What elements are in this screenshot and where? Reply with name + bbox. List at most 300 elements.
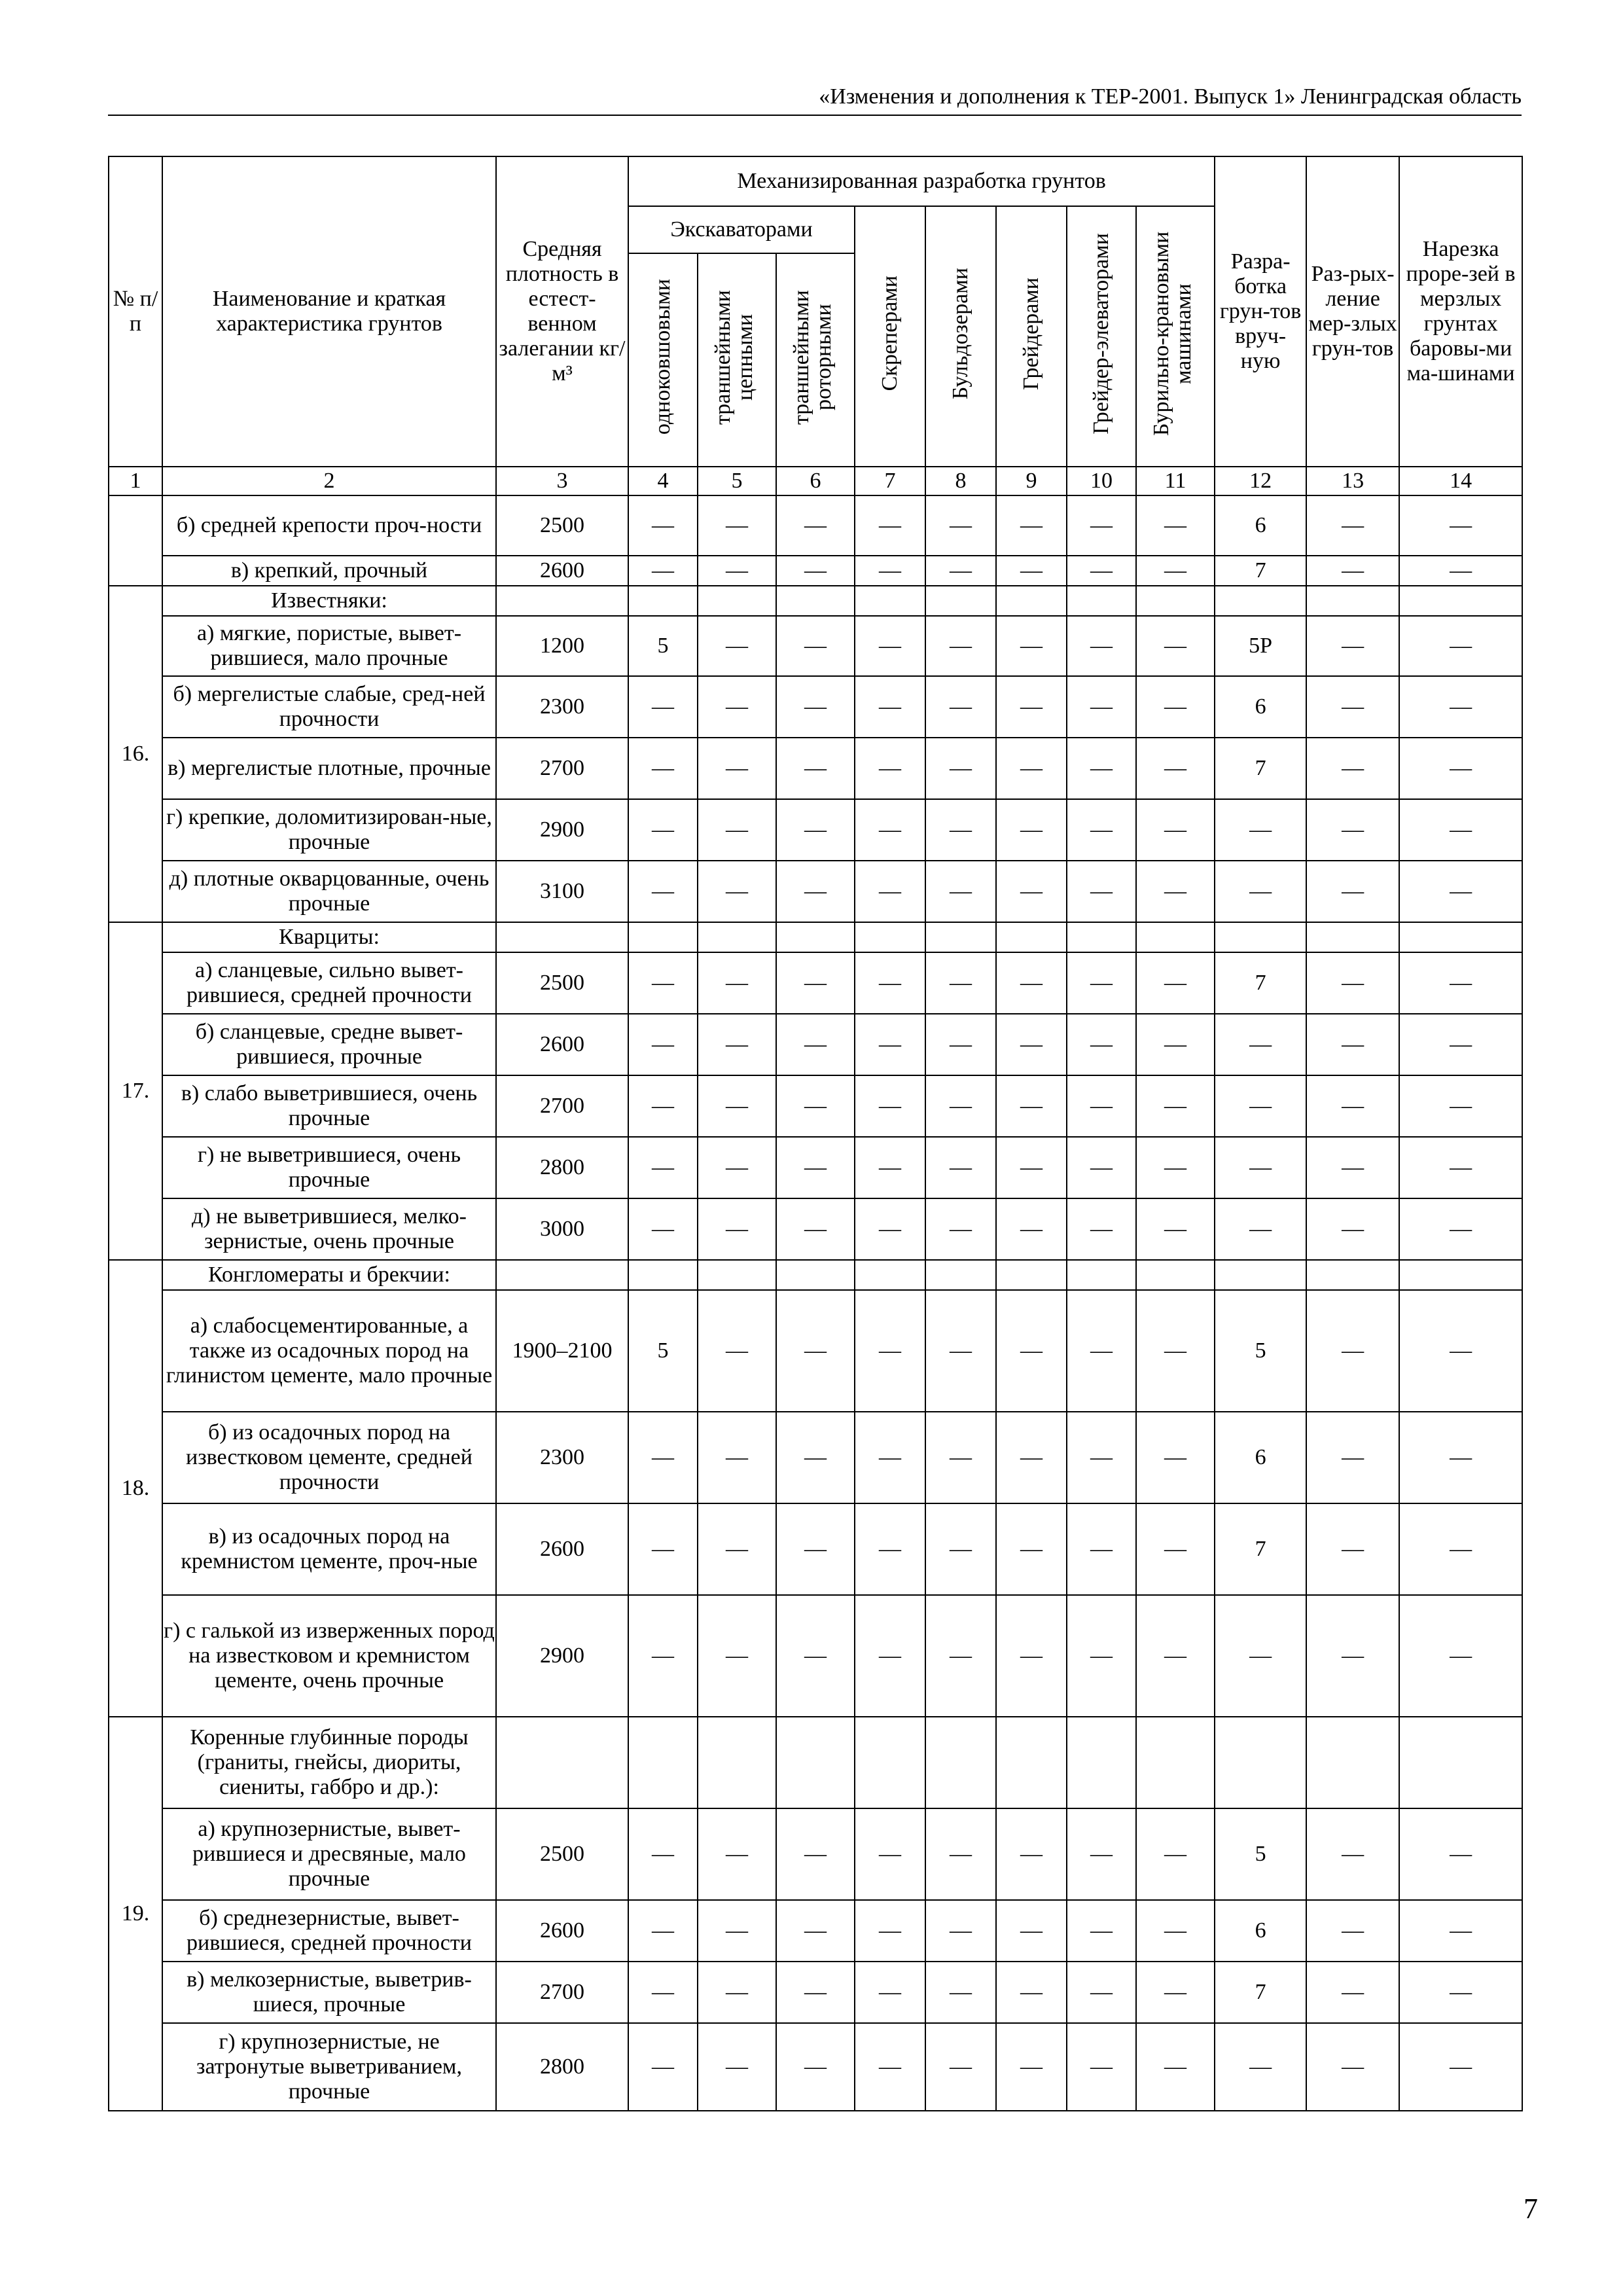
empty-cell [698, 1717, 776, 1808]
value-cell: — [996, 1900, 1067, 1962]
value-cell: — [776, 1808, 855, 1900]
value-cell: — [1306, 1075, 1399, 1137]
header-frozen-loosening: Раз-рых-ление мер-злых грун-тов [1306, 156, 1399, 467]
value-cell: — [996, 1198, 1067, 1260]
value-cell: — [925, 1412, 996, 1503]
value-cell: — [925, 1962, 996, 2023]
value-cell: — [1215, 799, 1306, 861]
empty-cell [1215, 1717, 1306, 1808]
value-cell: 5 [628, 616, 698, 676]
colnum: 8 [925, 467, 996, 495]
value-cell: — [1399, 2023, 1522, 2111]
soil-description: в) мелкозернистые, выветрив-шиеся, прочные [162, 1962, 496, 2023]
value-cell: — [996, 861, 1067, 922]
density-cell: 2900 [496, 799, 628, 861]
value-cell: — [698, 676, 776, 738]
value-cell: — [1399, 1014, 1522, 1075]
table-header [109, 156, 1522, 495]
colnum: 1 [109, 467, 162, 495]
soil-description: д) плотные окварцованные, очень прочные [162, 861, 496, 922]
value-cell: — [996, 1962, 1067, 2023]
value-cell: — [1399, 1198, 1522, 1260]
value-cell: — [628, 738, 698, 799]
value-cell: — [1136, 952, 1215, 1014]
group-row [109, 922, 1522, 952]
value-cell: — [925, 1290, 996, 1412]
value-cell: — [996, 1290, 1067, 1412]
row-number: 17. [109, 922, 162, 1260]
value-cell: 7 [1215, 556, 1306, 586]
empty-cell [628, 922, 698, 952]
value-cell: — [855, 676, 925, 738]
colnum: 3 [496, 467, 628, 495]
value-cell: — [698, 1900, 776, 1962]
colnum: 6 [776, 467, 855, 495]
value-cell: — [1136, 1595, 1215, 1717]
value-cell: — [1306, 556, 1399, 586]
value-cell: — [1136, 1014, 1215, 1075]
value-cell: 6 [1215, 1412, 1306, 1503]
colnum: 4 [628, 467, 698, 495]
empty-cell [698, 1260, 776, 1290]
value-cell: — [1399, 1808, 1522, 1900]
empty-cell [1399, 1260, 1522, 1290]
value-cell: — [776, 1595, 855, 1717]
value-cell: — [1136, 556, 1215, 586]
empty-cell [776, 922, 855, 952]
value-cell: — [1136, 738, 1215, 799]
value-cell: — [1136, 1198, 1215, 1260]
value-cell: — [925, 952, 996, 1014]
value-cell: — [776, 1137, 855, 1198]
value-cell: — [996, 556, 1067, 586]
density-cell: 2600 [496, 1014, 628, 1075]
header-excavator-single: одноковшовыми [628, 253, 698, 467]
header-excavator-chain: траншейными цепными [698, 253, 776, 467]
empty-cell [996, 922, 1067, 952]
value-cell: — [1136, 1808, 1215, 1900]
value-cell: — [1306, 952, 1399, 1014]
empty-cell [1067, 922, 1136, 952]
empty-cell [1067, 1717, 1136, 1808]
soil-description: б) сланцевые, средне вывет-рившиеся, прочные [162, 1014, 496, 1075]
table-row [109, 495, 1522, 556]
column-number-row [109, 467, 1522, 495]
value-cell: — [1399, 1290, 1522, 1412]
soil-description: в) слабо выветрившиеся, очень прочные [162, 1075, 496, 1137]
density-cell: 1900–2100 [496, 1290, 628, 1412]
empty-cell [1136, 586, 1215, 616]
value-cell: — [1306, 1198, 1399, 1260]
value-cell: — [1067, 2023, 1136, 2111]
value-cell: — [1399, 556, 1522, 586]
empty-cell [855, 1717, 925, 1808]
density-cell: 2800 [496, 1137, 628, 1198]
value-cell: — [1136, 1412, 1215, 1503]
value-cell: — [1067, 1137, 1136, 1198]
soil-description: в) крепкий, прочный [162, 556, 496, 586]
table-row [109, 799, 1522, 861]
value-cell: 5 [1215, 1808, 1306, 1900]
value-cell: — [1136, 2023, 1215, 2111]
value-cell: — [996, 799, 1067, 861]
value-cell: — [1067, 1595, 1136, 1717]
empty-cell [628, 1260, 698, 1290]
header-mechanized: Механизированная разработка грунтов [628, 156, 1215, 206]
value-cell: — [1136, 1075, 1215, 1137]
value-cell: — [698, 616, 776, 676]
value-cell: — [925, 495, 996, 556]
value-cell: — [776, 1900, 855, 1962]
value-cell: — [1306, 1962, 1399, 2023]
value-cell: — [855, 1595, 925, 1717]
value-cell: — [628, 1900, 698, 1962]
soil-description: б) мергелистые слабые, сред-ней прочности [162, 676, 496, 738]
value-cell: — [996, 952, 1067, 1014]
header-excavators: Экскаваторами [628, 206, 855, 253]
value-cell: — [1306, 1503, 1399, 1595]
density-cell: 2600 [496, 1503, 628, 1595]
empty-cell [1399, 922, 1522, 952]
value-cell: 7 [1215, 1503, 1306, 1595]
value-cell: — [1067, 1075, 1136, 1137]
value-cell: — [1067, 1198, 1136, 1260]
value-cell: — [698, 1503, 776, 1595]
value-cell: — [855, 1075, 925, 1137]
value-cell: — [698, 495, 776, 556]
value-cell: — [1136, 495, 1215, 556]
value-cell: — [855, 1503, 925, 1595]
value-cell: — [698, 1412, 776, 1503]
empty-cell [698, 586, 776, 616]
row-number [109, 495, 162, 586]
density-cell: 2700 [496, 1075, 628, 1137]
value-cell: — [1215, 1075, 1306, 1137]
value-cell: — [996, 616, 1067, 676]
empty-cell [996, 586, 1067, 616]
value-cell: — [1215, 1198, 1306, 1260]
value-cell: — [1399, 616, 1522, 676]
empty-cell [1136, 1717, 1215, 1808]
value-cell: — [1306, 495, 1399, 556]
soil-description: а) крупнозернистые, вывет-рившиеся и дресвяные, мало прочные [162, 1808, 496, 1900]
value-cell: — [996, 1808, 1067, 1900]
value-cell: — [1399, 738, 1522, 799]
value-cell: 7 [1215, 952, 1306, 1014]
value-cell: — [698, 1290, 776, 1412]
table-row [109, 1595, 1522, 1717]
table-row [109, 1962, 1522, 2023]
value-cell: — [1067, 676, 1136, 738]
table-row [109, 1808, 1522, 1900]
value-cell: — [1067, 1290, 1136, 1412]
empty-cell [776, 1717, 855, 1808]
value-cell: — [925, 1198, 996, 1260]
value-cell: — [776, 676, 855, 738]
empty-cell [925, 1717, 996, 1808]
density-cell: 2300 [496, 1412, 628, 1503]
header-rule [108, 115, 1522, 116]
empty-cell [1399, 586, 1522, 616]
value-cell: — [1399, 1503, 1522, 1595]
value-cell: — [1136, 861, 1215, 922]
header-drill-crane: Бурильно-крановыми машинами [1136, 206, 1215, 467]
value-cell: — [1136, 1137, 1215, 1198]
value-cell: — [996, 1595, 1067, 1717]
value-cell: — [1306, 799, 1399, 861]
value-cell: — [628, 799, 698, 861]
value-cell: — [776, 556, 855, 586]
soil-description: б) из осадочных пород на известковом цементе, средней прочности [162, 1412, 496, 1503]
value-cell: — [1067, 1900, 1136, 1962]
empty-cell [1136, 1260, 1215, 1290]
soil-description: б) средней крепости проч-ности [162, 495, 496, 556]
value-cell: — [628, 1198, 698, 1260]
value-cell: — [628, 1137, 698, 1198]
value-cell: — [1399, 952, 1522, 1014]
density-cell: 2700 [496, 1962, 628, 2023]
density-cell: 2300 [496, 676, 628, 738]
value-cell: — [1067, 616, 1136, 676]
soil-description: а) сланцевые, сильно вывет-рившиеся, средней прочности [162, 952, 496, 1014]
value-cell: 6 [1215, 1900, 1306, 1962]
empty-cell [1215, 1260, 1306, 1290]
value-cell: — [855, 952, 925, 1014]
value-cell: — [1306, 1290, 1399, 1412]
value-cell: — [698, 1075, 776, 1137]
empty-cell [925, 922, 996, 952]
value-cell: — [855, 1290, 925, 1412]
value-cell: — [1215, 861, 1306, 922]
empty-cell [1215, 922, 1306, 952]
value-cell: — [996, 1075, 1067, 1137]
value-cell: — [925, 676, 996, 738]
density-cell: 1200 [496, 616, 628, 676]
value-cell: — [1399, 1595, 1522, 1717]
empty-cell [1306, 1260, 1399, 1290]
row-number: 18. [109, 1260, 162, 1717]
value-cell: — [628, 1808, 698, 1900]
value-cell: — [855, 1014, 925, 1075]
value-cell: — [776, 1503, 855, 1595]
value-cell: — [925, 1808, 996, 1900]
value-cell: — [776, 1290, 855, 1412]
value-cell: — [925, 1595, 996, 1717]
empty-cell [1067, 1260, 1136, 1290]
value-cell: — [698, 952, 776, 1014]
empty-cell [925, 586, 996, 616]
value-cell: — [1399, 1962, 1522, 2023]
value-cell: 5 [628, 1290, 698, 1412]
value-cell: — [628, 1595, 698, 1717]
value-cell: 7 [1215, 738, 1306, 799]
group-title: Известняки: [162, 586, 496, 616]
header-density: Средняя плотность в естест-венном залегании кг/м³ [496, 156, 628, 467]
header-frozen-cutting: Нарезка проре-зей в мерзлых грунтах баровы-ми ма-шинами [1399, 156, 1522, 467]
group-title: Конгломераты и брекчии: [162, 1260, 496, 1290]
density-cell: 2500 [496, 952, 628, 1014]
value-cell: — [1306, 738, 1399, 799]
value-cell: — [1136, 1962, 1215, 2023]
density-cell: 2700 [496, 738, 628, 799]
value-cell: — [855, 616, 925, 676]
value-cell: — [1136, 616, 1215, 676]
value-cell: — [1215, 2023, 1306, 2111]
colnum: 14 [1399, 467, 1522, 495]
value-cell: — [698, 1137, 776, 1198]
value-cell: — [1399, 676, 1522, 738]
table-row [109, 861, 1522, 922]
value-cell: — [855, 1137, 925, 1198]
value-cell: — [1399, 799, 1522, 861]
value-cell: — [925, 1900, 996, 1962]
header-name: Наименование и краткая характеристика грунтов [162, 156, 496, 467]
soil-description: г) крепкие, доломитизирован-ные, прочные [162, 799, 496, 861]
colnum: 9 [996, 467, 1067, 495]
empty-cell [628, 1717, 698, 1808]
value-cell: — [996, 1503, 1067, 1595]
value-cell: — [1306, 861, 1399, 922]
value-cell: — [776, 1198, 855, 1260]
value-cell: — [1399, 1412, 1522, 1503]
empty-cell [1215, 586, 1306, 616]
value-cell: — [1399, 1137, 1522, 1198]
value-cell: — [855, 1198, 925, 1260]
soil-description: а) мягкие, пористые, вывет-рившиеся, мало прочные [162, 616, 496, 676]
empty-cell [496, 586, 628, 616]
table-row [109, 952, 1522, 1014]
value-cell: — [925, 861, 996, 922]
group-row [109, 1260, 1522, 1290]
value-cell: — [628, 1962, 698, 2023]
value-cell: — [628, 952, 698, 1014]
soil-description: г) крупнозернистые, не затронутые выветриванием, прочные [162, 2023, 496, 2111]
value-cell: — [855, 799, 925, 861]
value-cell: — [776, 1962, 855, 2023]
colnum: 12 [1215, 467, 1306, 495]
table-row [109, 1198, 1522, 1260]
table-row [109, 1014, 1522, 1075]
value-cell: — [925, 799, 996, 861]
value-cell: — [698, 1808, 776, 1900]
row-number: 19. [109, 1717, 162, 2111]
row-number: 16. [109, 586, 162, 922]
group-title: Коренные глубинные породы (граниты, гнейсы, диориты, сиениты, габбро и др.): [162, 1717, 496, 1808]
value-cell: — [1136, 799, 1215, 861]
value-cell: — [776, 1075, 855, 1137]
table-row [109, 1137, 1522, 1198]
value-cell: — [1067, 1962, 1136, 2023]
value-cell: — [1136, 1900, 1215, 1962]
empty-cell [855, 1260, 925, 1290]
value-cell: 5Р [1215, 616, 1306, 676]
empty-cell [855, 586, 925, 616]
value-cell: — [925, 1503, 996, 1595]
value-cell: — [698, 738, 776, 799]
value-cell: — [1399, 1075, 1522, 1137]
value-cell: — [925, 2023, 996, 2111]
colnum: 2 [162, 467, 496, 495]
empty-cell [496, 1260, 628, 1290]
value-cell: — [628, 556, 698, 586]
empty-cell [776, 586, 855, 616]
density-cell: 2800 [496, 2023, 628, 2111]
value-cell: — [925, 738, 996, 799]
header-manual: Разра-ботка грун-тов вруч-ную [1215, 156, 1306, 467]
value-cell: — [698, 2023, 776, 2111]
value-cell: — [776, 1412, 855, 1503]
empty-cell [925, 1260, 996, 1290]
value-cell: — [1215, 1595, 1306, 1717]
value-cell: — [1306, 1808, 1399, 1900]
value-cell: — [698, 1595, 776, 1717]
value-cell: — [855, 2023, 925, 2111]
value-cell: 7 [1215, 1962, 1306, 2023]
value-cell: — [628, 1075, 698, 1137]
table-row [109, 2023, 1522, 2111]
value-cell: — [855, 1808, 925, 1900]
table-row [109, 1900, 1522, 1962]
value-cell: — [996, 1014, 1067, 1075]
empty-cell [1306, 922, 1399, 952]
value-cell: — [855, 1962, 925, 2023]
value-cell: — [1136, 1503, 1215, 1595]
value-cell: — [1306, 1412, 1399, 1503]
empty-cell [855, 922, 925, 952]
value-cell: — [1306, 1595, 1399, 1717]
value-cell: — [698, 799, 776, 861]
value-cell: — [1067, 1808, 1136, 1900]
value-cell: 5 [1215, 1290, 1306, 1412]
empty-cell [776, 1260, 855, 1290]
density-cell: 2600 [496, 556, 628, 586]
value-cell: — [855, 1900, 925, 1962]
soil-description: а) слабосцементированные, а также из осадочных пород на глинистом цементе, мало прочные [162, 1290, 496, 1412]
table-row [109, 1412, 1522, 1503]
table-row [109, 676, 1522, 738]
value-cell: — [1399, 861, 1522, 922]
header-bulldozers: Бульдозерами [925, 206, 996, 467]
value-cell: — [1067, 952, 1136, 1014]
value-cell: — [1306, 1900, 1399, 1962]
table-row [109, 1290, 1522, 1412]
table-body [109, 495, 1522, 2111]
table-row [109, 1075, 1522, 1137]
density-cell: 3000 [496, 1198, 628, 1260]
colnum: 7 [855, 467, 925, 495]
value-cell: — [925, 616, 996, 676]
value-cell: — [776, 952, 855, 1014]
value-cell: — [1306, 616, 1399, 676]
empty-cell [628, 586, 698, 616]
value-cell: — [698, 1962, 776, 2023]
value-cell: — [628, 495, 698, 556]
value-cell: — [1215, 1137, 1306, 1198]
header-scrapers: Скреперами [855, 206, 925, 467]
value-cell: — [1067, 861, 1136, 922]
value-cell: — [628, 1412, 698, 1503]
value-cell: — [776, 616, 855, 676]
soil-description: б) среднезернистые, вывет-рившиеся, средней прочности [162, 1900, 496, 1962]
density-cell: 2600 [496, 1900, 628, 1962]
empty-cell [1399, 1717, 1522, 1808]
value-cell: — [1215, 1014, 1306, 1075]
value-cell: — [776, 2023, 855, 2111]
value-cell: — [698, 1198, 776, 1260]
empty-cell [1136, 922, 1215, 952]
value-cell: — [1067, 1412, 1136, 1503]
colnum: 10 [1067, 467, 1136, 495]
